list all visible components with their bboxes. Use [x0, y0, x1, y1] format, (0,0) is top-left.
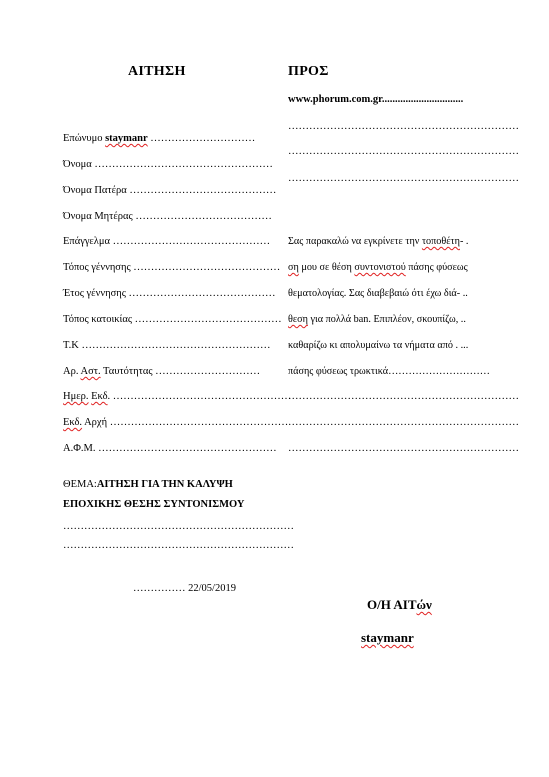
field-profession	[63, 235, 270, 248]
field-surname-value: staymanr	[105, 133, 148, 144]
field-postal-code-dots: ………………………………………………	[81, 340, 271, 351]
field-id-number	[63, 365, 260, 378]
recipient-line	[288, 93, 463, 106]
field-surname	[63, 132, 255, 145]
field-issue-date-abbr-1: Ημερ.	[63, 391, 89, 402]
field-birthplace-dots: ……………………………………	[133, 262, 281, 273]
subject-prefix: ΘΕΜΑ:	[63, 479, 97, 490]
left-title: ΑΙΤΗΣΗ	[128, 64, 186, 79]
field-residence-dots: ……………………………………	[134, 314, 282, 325]
request-line-2-a: ση	[288, 262, 299, 273]
field-surname-dots: …………………………	[147, 133, 256, 144]
field-id-number-label-post: Ταυτότητας	[100, 366, 156, 377]
field-postal-code-label: Τ.Κ	[63, 340, 82, 351]
signature-role-a: Ο/Η ΑΙΤ	[367, 597, 417, 612]
field-issue-date-dots: . ……………………………………………	[107, 391, 292, 402]
field-profession-label: Επάγγελμα	[63, 236, 113, 247]
request-line-1-d: .	[463, 236, 469, 247]
field-postal-code	[63, 339, 270, 352]
field-name-dots: ……………………………………………	[94, 159, 273, 170]
field-issuing-authority	[63, 416, 288, 429]
field-tax-id	[63, 442, 277, 455]
request-line-2-d: πάσης φύσεως	[405, 262, 468, 273]
field-surname-label: Επώνυμο	[63, 133, 106, 144]
subject-blank-line-1: …………………………………………………………	[63, 521, 294, 532]
signature-role	[367, 597, 432, 613]
recipient-blank-line-2: …………………………………………………………	[288, 146, 519, 157]
field-id-number-label-abbr: Αστ.	[80, 366, 101, 377]
request-line-4-a: θεση	[288, 314, 308, 325]
recipient-blank-line-3: …………………………………………………………	[288, 173, 519, 184]
date-dots: ……………	[133, 583, 186, 594]
field-residence-label: Τόπος κατοικίας	[63, 314, 135, 325]
request-line-2-b: μου σε θέση	[298, 262, 355, 273]
request-line-2-c: συντονιστού	[354, 262, 406, 273]
field-issuing-authority-dots: ……………………………………………	[109, 417, 289, 428]
request-line-4-b: για πολλά ban. Επιπλέον, σκουπίζω, ..	[307, 314, 466, 325]
field-father-name-label: Όνομα Πατέρα	[63, 185, 130, 196]
request-line-1-b: τοποθέτη	[421, 236, 460, 247]
request-line-6: πάσης φύσεως τρωκτικά…………………………	[288, 366, 490, 377]
field-birth-year-dots: ……………………………………	[128, 288, 276, 299]
field-issuing-authority-abbr: Εκδ.	[63, 417, 83, 428]
request-blank-line-1: …………………………………………………………	[288, 391, 519, 402]
request-blank-line-2: …………………………………………………………	[288, 417, 519, 428]
signature-name: staymanr	[361, 630, 414, 645]
field-profession-dots: ………………………………………	[112, 236, 271, 247]
date-line	[133, 582, 236, 595]
right-title: ΠΡΟΣ	[288, 64, 329, 79]
request-line-2	[288, 261, 468, 274]
field-id-number-dots: …………………………	[155, 366, 261, 377]
field-name-label: Όνομα	[63, 159, 95, 170]
request-line-5: καθαρίζω κι απολυμαίνω τα νήματα από . ...	[288, 340, 469, 351]
field-residence	[63, 313, 282, 326]
request-line-1	[288, 235, 468, 248]
field-id-number-label-pre: Αρ.	[63, 366, 81, 377]
subject-line-2: ΕΠΟΧΙΚΗΣ ΘΕΣΗΣ ΣΥΝΤΟΝΙΣΜΟΥ	[63, 499, 245, 510]
recipient-website: www.phorum.com.gr	[288, 94, 382, 105]
request-line-1-a: Σας παρακαλώ να εγκρίνετε την	[288, 236, 422, 247]
field-issue-date	[63, 390, 291, 403]
field-issue-date-abbr-2: Εκδ	[91, 391, 108, 402]
field-tax-id-label: Α.Φ.Μ.	[63, 443, 99, 454]
request-line-3: θεματολογίας. Σας διαβεβαιώ ότι έχω διά- ..	[288, 288, 468, 299]
field-birthplace	[63, 261, 280, 274]
request-line-4	[288, 313, 466, 326]
field-mother-name-label: Όνομα Μητέρας	[63, 211, 136, 222]
field-mother-name-dots: …………………………………	[135, 211, 272, 222]
field-father-name-dots: ……………………………………	[129, 185, 277, 196]
field-name	[63, 158, 273, 171]
field-mother-name	[63, 210, 272, 223]
field-tax-id-dots: ……………………………………………	[98, 443, 277, 454]
request-blank-line-3: …………………………………………………………	[288, 443, 519, 454]
subject-text-1: ΑΙΤΗΣΗ ΓΙΑ ΤΗΝ ΚΑΛΥΨΗ	[96, 479, 233, 490]
request-line-1-c: -	[459, 236, 464, 247]
date-value: 22/05/2019	[185, 583, 236, 594]
subject-line-1	[63, 478, 233, 491]
recipient-dots: ...............................	[381, 94, 464, 105]
signature-role-b: ών	[416, 597, 432, 612]
field-birth-year	[63, 287, 276, 300]
field-birthplace-label: Τόπος γέννησης	[63, 262, 134, 273]
subject-blank-line-2: …………………………………………………………	[63, 540, 294, 551]
field-father-name	[63, 184, 276, 197]
field-issuing-authority-label-post: Αρχή	[82, 417, 110, 428]
field-birth-year-label: Έτος γέννησης	[63, 288, 129, 299]
recipient-blank-line-1: …………………………………………………………	[288, 121, 519, 132]
